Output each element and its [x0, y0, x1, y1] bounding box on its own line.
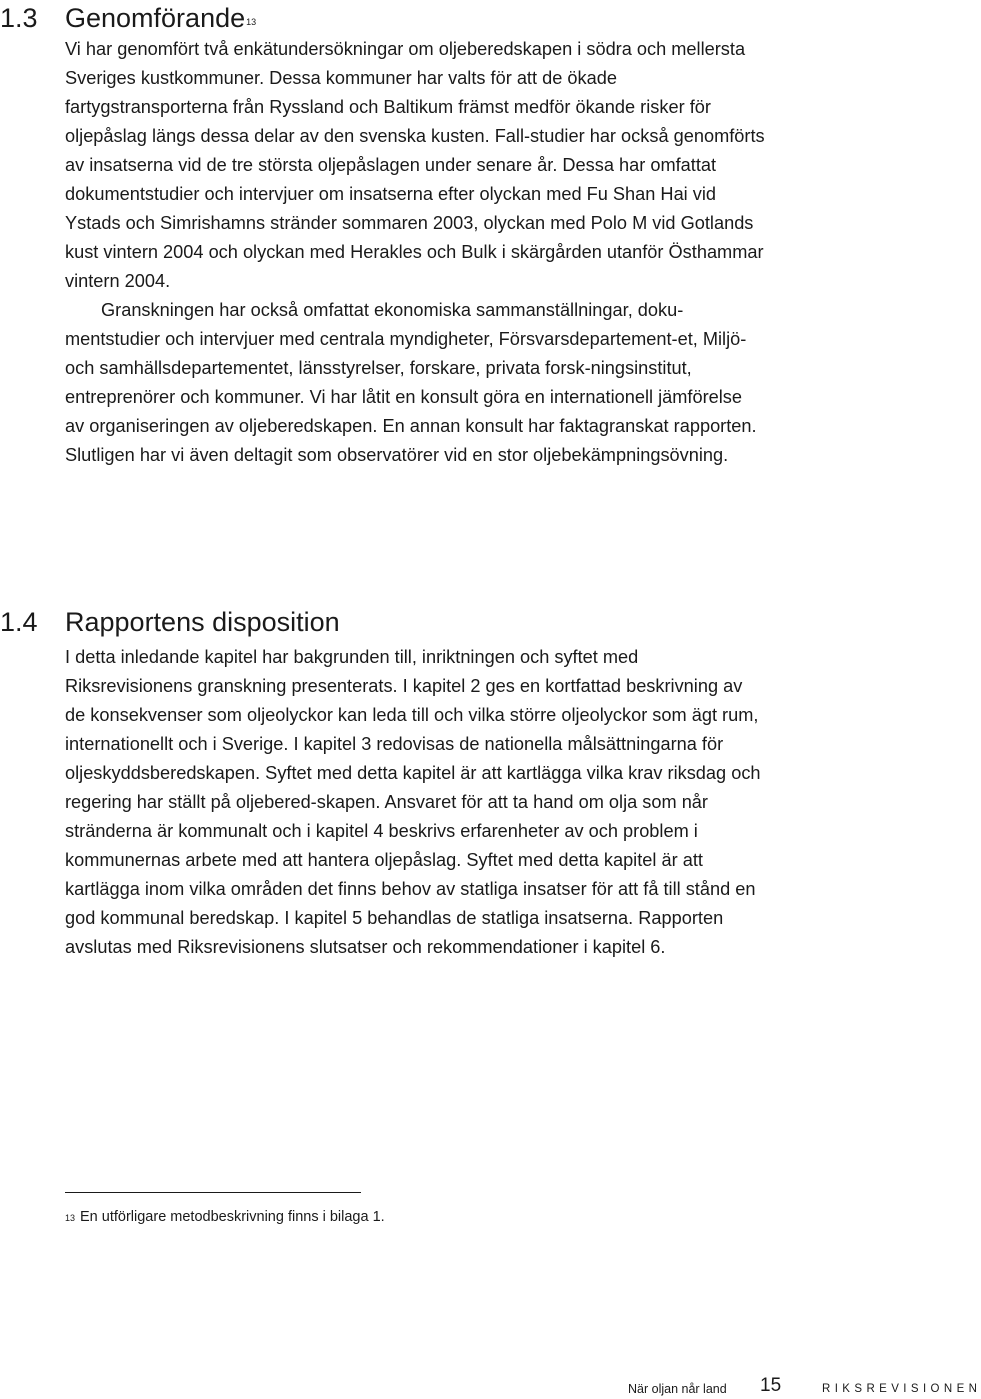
section-title: Rapportens disposition: [65, 607, 340, 637]
paragraph: I detta inledande kapitel har bakgrunden till, inriktningen och syftet med Riksrevisionens granskning presenterats. I kapitel 2 ges en kortfattad beskrivning av de konsekvenser som oljeolyckor kan leda till och vilka större oljeolyckor som ägt rum, internationellt och i Sverige. I kapitel 3 redovisas de nationella målsättningarna för oljeskyddsberedskapen. Syftet med detta kapitel är att kartlägga vilka krav riksdag och regering har ställt på oljebered-skapen. Ansvaret för att ta hand om olja som når stränderna är kommunalt och i kapitel 4 beskrivs erfarenheter av och problem i kommunernas arbete med att hantera oljepåslag. Syftet med detta kapitel är att kartlägga inom vilka områden det finns behov av statliga insatser för att få till stånd en god kommunal beredskap. I kapitel 5 behandlas de statliga insatserna. Rapporten avslutas med Riksrevisionens slutsatser och rekommendationer i kapitel 6.: [65, 647, 761, 957]
footnote-text: En utförligare metodbeskrivning finns i bilaga 1.: [80, 1209, 385, 1225]
footnote: [65, 1207, 385, 1227]
section-title: [65, 1, 256, 35]
section-title-text: Genomförande: [65, 3, 246, 33]
publisher-name: RIKSREVISIONEN: [822, 1383, 981, 1395]
section-number: 1.3: [0, 3, 38, 33]
footnote-divider: [65, 1192, 361, 1193]
running-footer-title: När oljan når land: [628, 1382, 727, 1396]
section-number: 1.4: [0, 607, 38, 637]
section-body: [65, 643, 765, 962]
footnote-number: 13: [65, 1213, 76, 1223]
footnote-reference: 13: [246, 17, 257, 27]
paragraph: Vi har genomfört två enkätundersökningar om oljeberedskapen i södra och mellersta Sveriges kustkommuner. Dessa kommuner har valts för att de ökade fartygstransporterna från Ryssland och Baltikum främst medför ökande risker för oljepåslag längs dessa delar av den svenska kusten. Fall-studier har också genomförts av insatserna vid de tre största oljepåslagen under senare år. Dessa har omfattat dokumentstudier och intervjuer om insatserna efter olyckan med Fu Shan Hai vid Ystads och Simrishamns stränder sommaren 2003, olyckan med Polo M vid Gotlands kust vintern 2004 och olyckan med Herakles och Bulk i skärgården utanför Östhammar vintern 2004.: [65, 39, 765, 291]
section-body: [65, 35, 765, 470]
paragraph: Granskningen har också omfattat ekonomiska sammanställningar, doku-mentstudier och intervjuer med centrala myndigheter, Försvarsdepartement-et, Miljö- och samhällsdepartementet, länsstyrelser, forskare, privata forsk-ningsinstitut, entreprenörer och kommuner. Vi har låtit en konsult göra en internationell jämförelse av organiseringen av oljeberedskapen. En annan konsult har faktagranskat rapporten. Slutligen har vi även deltagit som observatörer vid en stor oljebekämpningsövning.: [65, 300, 757, 465]
page-number: 15: [760, 1375, 782, 1396]
